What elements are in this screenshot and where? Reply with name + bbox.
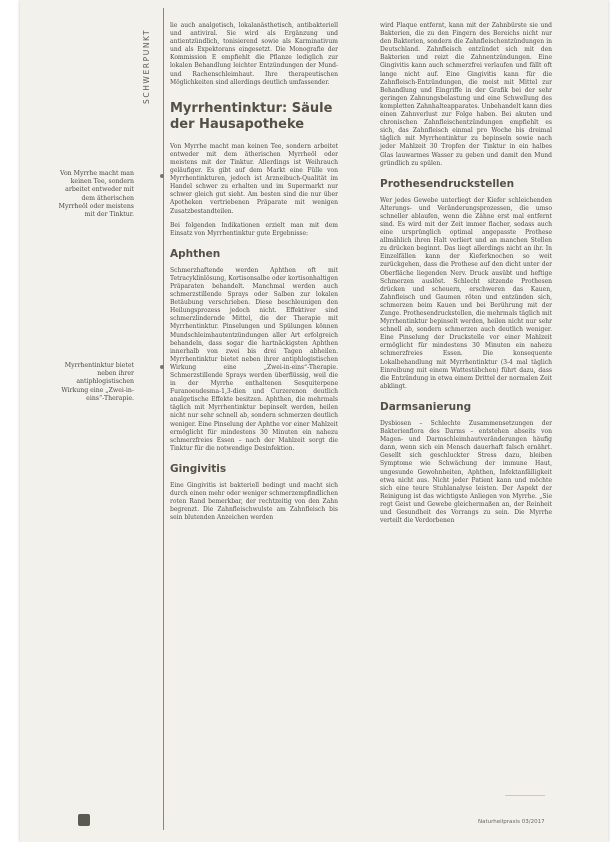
paragraph: Schmerzhaftende werden Aphthen oft mit Tetracyklinlösung, Kortisonsalbe oder kortisonhaltigen Präparaten behandelt. Manchmal werden auch schmerzstillende Sprays oder Salben zur lokalen Betäubung verschrieben. Diese beschleunigen den Heilungsprozess jedoch nicht. Effektiver sind schmerzlindernde Mittel, die der Therapie mit Myrrhentinktur. Pinselungen und Spülungen können Mundschleimhautentzündungen aller Art erfolgreich behandeln, dass sogar die hartnäckigsten Aphthen innerhalb von zwei bis drei Tagen abheilen. Myrrhentinktur bietet neben ihrer antiphlogistischen Wirkung eine „Zwei-in-eins“-Therapie. Schmerzstillende Sprays werden überflüssig, weil die in der Myrrhe enthaltenen Sesquiterpene Furanoeudesma-1,3-dien und Curzerenon deutlich analgetische Effekte besitzen. Aphthen, die mehrmals täglich mit Myrrhentinktur bepinselt werden, heilen nicht nur sehr schnell ab, sondern schmerzen deutlich weniger. Eine Pinselung der Aphthe vor einer Mahlzeit ermöglicht für mindestens 30 Minuten ein nahezu schmerzfreies Essen – nach der Mahlzeit sorgt die Tinktur für die notwendige Desinfektion. [170, 266, 338, 452]
paragraph: Wer jedes Gewebe unterliegt der Kiefer schleichenden Alterungs- und Veränderungsprozessen, die umso schneller ablaufen, wenn die Zähne erst mal entfernt sind. Es wird mit der Zeit immer flacher, sodass auch eine ursprünglich optimal angepasste Prothese allmählich ihren Halt verliert und an manchen Stellen zu drücken beginnt. Das liegt allerdings nicht an ihr. In Einzelfällen kann der Kieferknochen so weit zurückgehen, dass die Prothese auf den dicht unter der Oberfläche liegenden Nerv. Druck ausübt und heftige Schmerzen auslöst. Schlecht sitzende Prothesen drücken und scheuern, erschweren das Kauen, Zahnfleisch und Gaumen röten und entzünden sich, schmerzen beim Kauen und bei Berührung mit der Zunge. Prothesendruckstellen, die mehrmals täglich mit Myrrhentinktur bepinselt werden, heilen nicht nur sehr schnell ab, sondern schmerzen auch deutlich weniger. Eine Pinselung der Druckstelle vor einer Mahlzeit ermöglicht für mindestens 30 Minuten ein nahezu schmerzfreies Essen. Die konsequente Lokalbehandlung mit Myrrhentinktur (3-4 mal täglich Einreibung mit einem Wattestäbchen) führt dazu, dass die Entzündung in etwa einem Drittel der normalen Zeit abklingt. [380, 196, 552, 390]
paragraph: Von Myrrhe macht man keinen Tee, sondern arbeitet entweder mit dem ätherischen Myrrheöl oder meistens mit der Tinktur. Allerdings ist Weihrauch geläufiger. Es gibt auf dem Markt eine Fülle von Myrrhentinkturen, jedoch ist Arzneibuch-Qualität im Handel schwer zu erhalten und im Supermarkt nur schwer gleich gut sieht. Am besten sind die nur über Apotheken vertriebenen Präparate mit wenigen Zusatzbestandteilen. [170, 142, 338, 215]
paragraph: wird Plaque entfernt, kann mit der Zahnbürste sie und Bakterien, die zu den Fingern des Bereichs nicht nur den Bakterien, sondern die Zahnfleischentzündungen in Deutschland. Zahnfleisch entzündet sich mit den Bakterien und reizt die Zahnentzündungen. Eine Gingivitis kann auch schmerzfrei verlaufen und fällt oft lange nicht auf. Eine Gingivitis kann für die Zahnfleisch-Entzündungen, die meist mit Mittel zur Behandlung und Eingriffe in der Grafik bei der sehr geringen Zahnungsbelastung und eine Schwellung des kompletten Zahnhalteapparates. Unbehandelt kann dies einen Zahnverlust zur Folge haben. Bei akuten und chronischen Zahnfleischentzündungen empfiehlt es sich, das Zahnfleisch einmal pro Woche bis dreimal täglich mit Myrrhentinktur zu bepinseln sowie nach jeder Mahlzeit 30 Tropfen der Tinktur in ein halbes Glas lauwarmes Wasser zu geben und damit den Mund gründlich zu spülen. [380, 22, 552, 167]
sidebar-quote-2: Myrrhentinktur bietet neben ihrer antiphlogistischen Wirkung eine „Zwei-in-eins“-Therapie. [61, 362, 134, 402]
bullet-marker [160, 174, 164, 178]
divider [505, 795, 545, 796]
column-left [170, 22, 338, 522]
paragraph: Dysbiosen – Schlechte Zusammensetzungen der Bakterienflora des Darms – entstehen abseits von Magen- und Darmschleimhautveränderungen häufig dann, wenn sich ein Mensch dauerhaft falsch ernährt. Gesellt sich geschluckter Stress dazu, bleiben Symptome wie Schwächung der immune Haut, ungesunde Gewohnheiten, Aphthen, Infektanfälligkeit etwa nicht aus. Nicht jeder Patient kann und möchte sich eine teure Stuhlanalyse leisten. Der Aspekt der Reinigung ist das wichtigste Anliegen von Myrrhe. „Sie regt Geist und Gewebe gleichermaßen an, der Reinheit und Gesundheit des Vorrangs zu sein. Die Myrrhe verteilt die Verdorbenen [380, 419, 552, 525]
section-label-text: SCHWERPUNKT [142, 28, 151, 104]
publisher-logo-icon [78, 814, 90, 826]
heading-darmsanierung: Darmsanierung [380, 400, 472, 413]
heading-gingivitis: Gingivitis [170, 462, 227, 475]
magazine-page [20, 0, 608, 842]
paragraph: Eine Gingivitis ist bakteriell bedingt und macht sich durch einen mehr oder weniger schmerzempfindlichen roten Rand bemerkbar, der rechtzeitig von den Zahn begrenzt. Die Zahnfleischwulste am Zahnfleisch bis sein blutenden Anzeichen werden [170, 481, 338, 522]
paragraph: Bei folgenden Indikationen erzielt man mit dem Einsatz von Myrrhentinktur gute Ergebnisse: [170, 221, 338, 237]
heading-myrrhentinktur: Myrrhentinktur: Säule der Hausapotheke [170, 100, 333, 132]
sidebar-quote-1: Von Myrrhe macht man keinen Tee, sondern arbeitet entweder mit dem ätherischen Myrrheöl oder meistens mit der Tinktur. [58, 170, 134, 219]
column-right [380, 22, 552, 525]
column-divider [163, 8, 164, 830]
page-footer: Naturheilpraxis 03/2017 [478, 819, 545, 825]
section-label [142, 24, 154, 104]
heading-aphthen: Aphthen [170, 247, 221, 260]
bullet-marker [160, 365, 164, 369]
intro-paragraph: lie auch analgetisch, lokalanästhetisch, antibakteriell und antiviral. Sie wird als Ergänzung und antientzündlich, tonisierend sowie als Karminativum und als Expektorans eingesetzt. Die Monografie der Kommission E empfiehlt die Pflanze lediglich zur lokalen Behandlung leichter Entzündungen der Mund- und Rachenschleimhaut. Ihre therapeutischen Möglichkeiten sind allerdings deutlich umfassender. [170, 22, 338, 86]
heading-prothesendruckstellen: Prothesendruckstellen [380, 177, 515, 190]
